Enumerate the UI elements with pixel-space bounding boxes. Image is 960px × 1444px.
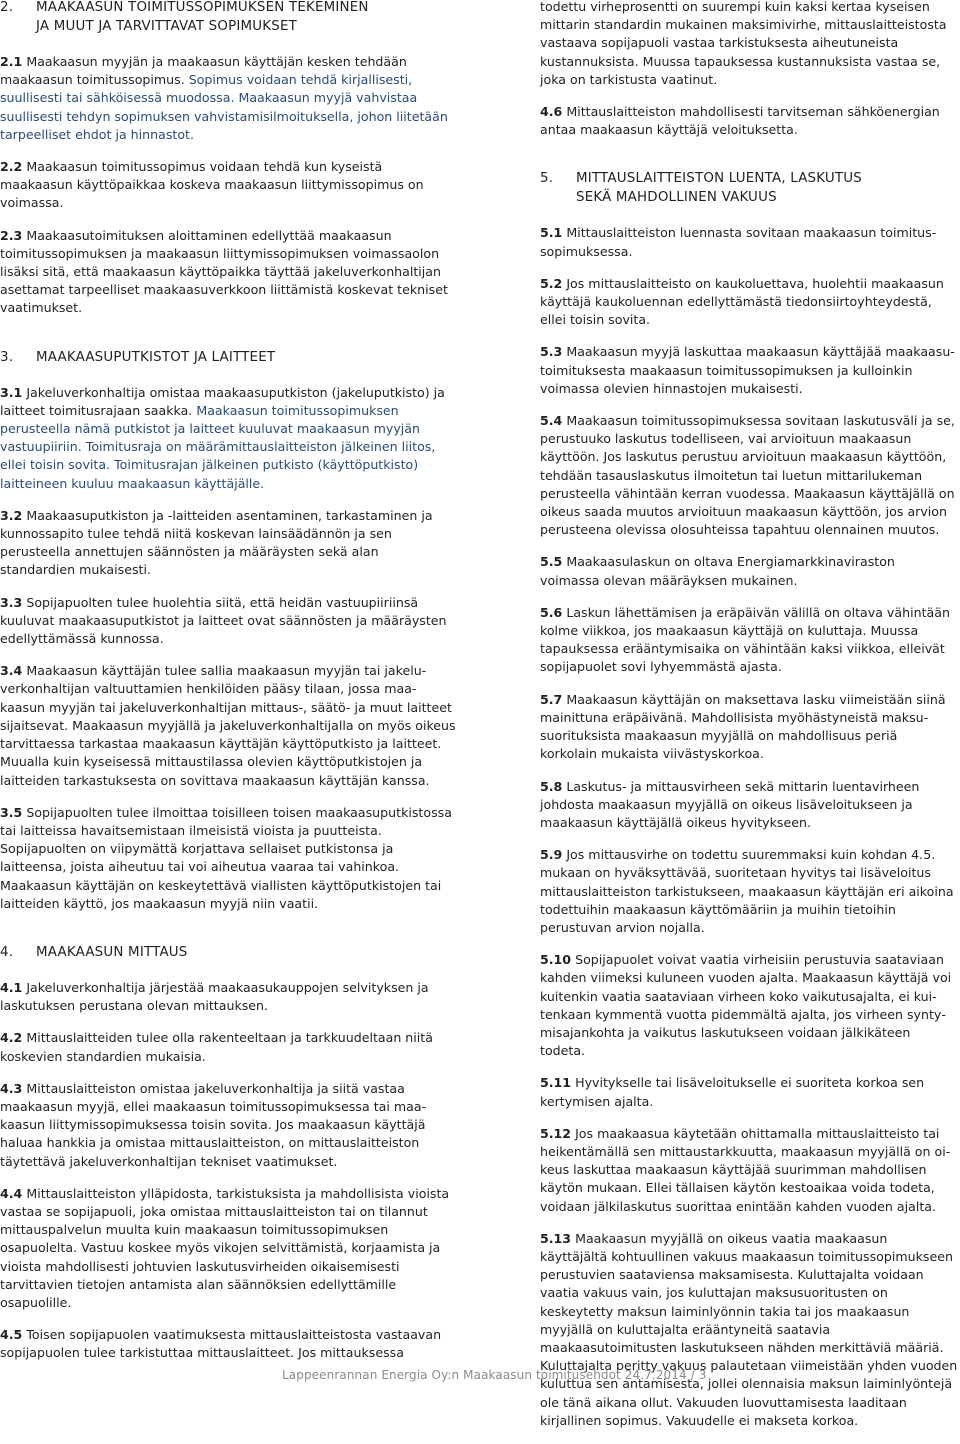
clause-number: 5.11 — [540, 1075, 572, 1091]
clause-number: 4.2 — [0, 1030, 23, 1046]
clause-number: 3.4 — [0, 663, 23, 679]
clause-paragraph — [0, 662, 456, 789]
clause-number: 3.2 — [0, 507, 23, 523]
clause-text: Maakaasun toimitussopimuksessa sovitaan laskutusväli ja se, perustuuko laskutus todelliseen, vai arvioituun maakaasun käyttöön. Jos laskutus perustuu arvioituun maakaasun käyttöön, tehdään tasauslaskutus ilmoitetun tai luetun mittarilukeman perusteella vähintään kerran vuodessa. Maakaasun käyttäjällä on oikeus saada muutos arvioituun maakaasun käyttöön, jos arvion perusteena olevissa olosuhteissa tapahtuu olennainen muutos. — [540, 413, 955, 538]
clause-text: Laskun lähettämisen ja eräpäivän välillä on oltava vähintään kolme viikkoa, jos maakaasun käyttäjä on kuluttaja. Muussa tapauksessa erääntymisaika on vähintään kaksi viikkoa, elleivät sopijapuolet sovi lyhyemmästä ajasta. — [540, 604, 950, 675]
clause-number: 3.5 — [0, 804, 23, 820]
clause-number: 3.3 — [0, 594, 23, 610]
section-heading — [540, 169, 958, 207]
clause-paragraph — [0, 979, 456, 1015]
clause-paragraph — [540, 951, 958, 1060]
clause-paragraph — [0, 804, 456, 913]
clause-number: 5.6 — [540, 604, 563, 620]
clause-paragraph — [0, 227, 456, 318]
section-heading — [0, 943, 456, 962]
clause-text: Mittauslaitteiston ylläpidosta, tarkistuksista ja mahdollisista vioista vastaa se sopijapuoli, joka omistaa mittauslaitteiston tai on tilannut mittauspalvelun muulta kuin maakaasun toimitussopimuksen osapuolelta. Vastuu koskee myös vikojen selvittämistä, korjaamista ja vioista mahdollisesti johtuvien laskutusvirheiden oikaisemisesti tarvittavien tietojen antamista alan säännöksien edellyttämille osapuolille. — [0, 1185, 450, 1310]
clause-text: Laskutus- ja mittausvirheen sekä mittarin luentavirheen johdosta maakaasun myyjällä on oikeus lisäveloitukseen ja maakaasun käyttäjällä oikeus hyvitykseen. — [540, 778, 920, 830]
clause-text-highlight: Sopimus voidaan tehdä kirjallisesti, suullisesti tai sähköisessä muodossa. Maakaasun myyjä vahvistaa suullisesti tehdyn sopimuksen vahvistamisilmoituksella, johon liitetään tarpeelliset ehdot ja hinnastot. — [0, 72, 448, 142]
clause-paragraph — [540, 604, 958, 677]
clause-paragraph — [540, 1230, 958, 1430]
clause-paragraph — [0, 594, 456, 649]
clause-paragraph — [540, 224, 958, 260]
clause-number: 3.1 — [0, 384, 23, 400]
clause-number: 5.4 — [540, 413, 563, 429]
clause-text: Maakaasun myyjä laskuttaa maakaasun käyttäjää maakaasutoimituksesta maakaasun toimitussopimuksen ja kulloinkin voimassa olevien hinnastojen mukaisesti. — [540, 344, 955, 396]
section-number: 2. — [0, 0, 14, 15]
clause-text: Jos maakaasua käytetään ohittamalla mittauslaitteisto tai heikentämällä sen mittaustarkkuutta, maakaasun myyjällä on oikeus laskuttaa maakaasun käyttäjää suurimman mahdollisen käytön mukaan. Ellei tällaisen käytön kestoaikaa voida todeta, voidaan jälkilaskutus suorittaa enintään kahden vuoden ajalta. — [540, 1125, 951, 1214]
clause-text: Sopijapuolet voivat vaatia virheisiin perustuvia saataviaan kahden viimeksi kuluneen vuoden ajalta. Maakaasun käyttäjä voi kuitenkin vaatia saataviaan virheen koko vaikutusajalta, ei kuitenkaan kymmentä vuotta pidemmältä ajalta, jos virheen syntymisajankohta ja vaikutus laskutukseen voidaan jälkikäteen todeta. — [540, 952, 952, 1059]
clause-paragraph — [540, 553, 958, 589]
clause-paragraph — [0, 53, 456, 144]
clause-text: Maakaasuputkiston ja -laitteiden asentaminen, tarkastaminen ja kunnossapito tulee tehdä niitä koskevan lainsäädännön ja sen perusteella annettujen säännösten ja määräysten sekä alan standardien mukaisesti. — [0, 507, 433, 578]
clause-paragraph — [540, 691, 958, 764]
right-column — [540, 0, 958, 1444]
section-title: MAAKAASUPUTKISTOT JA LAITTEET — [36, 349, 276, 365]
clause-text: Maakaasun käyttäjän tulee sallia maakaasun myyjän tai jakeluverkonhaltijan valtuuttamien henkilöiden pääsy tilaan, jossa maakaasun myyjän tai jakeluverkonhaltijan mittaus-, säätö- ja muut laitteet sijaitsevat. Maakaasun myyjällä ja jakeluverkonhaltijalla on myös oikeus tarvittaessa tarkastaa maakaasun käyttäjän käyttöputkisto ja laitteet. Muualla kuin kyseisessä mittaustilassa olevien käyttöputkistojen ja laitteiden tarkastuksesta on sovittava maakaasun käyttäjän kanssa. — [0, 663, 456, 788]
clause-text: Mittauslaitteiston luennasta sovitaan maakaasun toimitussopimuksessa. — [540, 225, 937, 259]
left-column — [0, 0, 456, 1377]
section-title: MAAKAASUN TOIMITUSSOPIMUKSEN TEKEMINEN JA MUUT JA TARVITTAVAT SOPIMUKSET — [36, 0, 369, 34]
section-number: 4. — [0, 944, 14, 960]
clause-text: Jos mittausvirhe on todettu suuremmaksi kuin kohdan 4.5. mukaan on hyväksyttävää, suoritetaan hyvitys tai lisäveloitus mittauslaitteiston tarkistukseen, maakaasun käyttäjän eri aikoina todettuihin maakaasun käyttömääriin ja muihin tietoihin perustuvan arvion nojalla. — [540, 847, 954, 935]
clause-text: Jakeluverkonhaltija omistaa maakaasuputkiston (jakeluputkisto) ja laitteet toimitusrajaan saakka. — [0, 384, 445, 418]
clause-number: 5.10 — [540, 952, 572, 968]
clause-text: Hyvitykselle tai lisäveloitukselle ei suoriteta korkoa sen kertymisen ajalta. — [540, 1075, 925, 1109]
clause-text: Maakaasun käyttäjän on maksettava lasku viimeistään siinä mainittuna eräpäivänä. Mahdollisista myöhästyneistä maksusuorituksista maakaasun myyjällä on mahdollisuus periä korkolain mukaista viivästyskorkoa. — [540, 691, 946, 762]
clause-paragraph — [540, 0, 958, 89]
clause-text: Mittauslaitteiden tulee olla rakenteeltaan ja tarkkuudeltaan niitä koskevien standardien mukaisia. — [0, 1030, 433, 1064]
section-title: MAAKAASUN MITTAUS — [36, 944, 188, 960]
clause-paragraph — [540, 343, 958, 398]
clause-number: 4.3 — [0, 1080, 23, 1096]
clause-text: Maakaasun myyjällä on oikeus vaatia maakaasun käyttäjältä kohtuullinen vakuus maakaasun toimitussopimukseen perustuvien saataviensa maksamisesta. Kuluttajalta voidaan vaatia vakuus vain, jos kuluttajan maksusuoritusten on keskeytetty maksun laiminlyönnin takia tai jos maakaasun myyjällä on kuluttajalta erääntyneitä saatavia maakaasutoimitusten laskutukseen nähden merkittäviä määriä. Kuluttajalta peritty vakuus palautetaan viimeistään yhden vuoden kuluttua sen antamisesta, jollei olennaisia maksun laiminlyöntejä ole tänä aikana ollut. Vakuuden luovuttamisesta laaditaan kirjallinen sopimus. Vakuudelle ei makseta korkoa. — [540, 1230, 958, 1428]
clause-paragraph — [0, 1080, 456, 1171]
clause-paragraph — [0, 507, 456, 580]
clause-paragraph — [0, 1326, 456, 1362]
clause-number: 5.5 — [540, 554, 563, 570]
clause-number: 5.9 — [540, 847, 563, 863]
clause-number: 4.5 — [0, 1327, 23, 1343]
clause-paragraph — [540, 1125, 958, 1216]
section-heading — [0, 348, 456, 367]
clause-number: 2.1 — [0, 54, 23, 69]
clause-text: Mittauslaitteiston omistaa jakeluverkonhaltija ja siitä vastaa maakaasun myyjä, ellei maakaasun toimitussopimuksessa tai maakaasun liittymissopimuksessa toisin sovita. Jos maakaasun käyttäjä haluaa hankkia ja omistaa mittauslaitteiston, on mittauslaitteiston täytettävä jakeluverkonhaltijan tekniset vaatimukset. — [0, 1080, 427, 1169]
clause-number: 4.6 — [540, 104, 563, 120]
clause-number: 5.2 — [540, 275, 563, 291]
clause-text: Jos mittauslaitteisto on kaukoluettava, huolehtii maakaasun käyttäjä kaukoluennan edellyttämästä tiedonsiirtoyhteydestä, ellei toisin sovita. — [540, 275, 944, 328]
clause-number: 4.4 — [0, 1185, 23, 1201]
clause-paragraph — [540, 103, 958, 139]
clause-paragraph — [0, 1029, 456, 1065]
section-heading — [0, 0, 456, 36]
section-title: MITTAUSLAITTEISTON LUENTA, LASKUTUS SEKÄ MAHDOLLINEN VAKUUS — [576, 171, 862, 206]
clause-number: 5.3 — [540, 344, 563, 360]
clause-text: Maakaasulaskun on oltava Energiamarkkinaviraston voimassa olevan määräyksen mukainen. — [540, 554, 895, 588]
section-number: 3. — [0, 349, 14, 365]
clause-text: Mittauslaitteiston mahdollisesti tarvitseman sähköenergian antaa maakaasun käyttäjä veloituksetta. — [540, 104, 940, 138]
page-footer: Lappeenrannan Energia Oy:n Maakaasun toimitusehdot 24.7.2014 / 3 — [282, 1368, 707, 1382]
clause-paragraph — [540, 1074, 958, 1110]
clause-text: Maakaasun myyjän ja maakaasun käyttäjän kesken tehdään maakaasun toimitussopimus. — [0, 54, 407, 88]
clause-number: 2.3 — [0, 227, 23, 243]
clause-text: Maakaasun toimitussopimus voidaan tehdä kun kyseistä maakaasun käyttöpaikkaa koskeva maakaasun liittymissopimus on voimassa. — [0, 159, 424, 211]
clause-text: Toisen sopijapuolen vaatimuksesta mittauslaitteistosta vastaavan sopijapuolen tulee tarkistuttaa mittauslaitteet. Jos mittauksessa — [0, 1327, 442, 1361]
clause-paragraph — [540, 778, 958, 833]
clause-number: 5.1 — [540, 225, 563, 241]
clause-number: 5.7 — [540, 691, 563, 707]
clause-number: 2.2 — [0, 159, 23, 175]
clause-number: 4.1 — [0, 979, 23, 995]
clause-text: Maakaasutoimituksen aloittaminen edellyttää maakaasun toimitussopimuksen ja maakaasun liittymissopimuksen voimassaolon lisäksi sitä, että maakaasun käyttöpaikka täyttää jakeluverkonhaltijan asettamat tarpeelliset maakaasuverkkoon liittämistä koskevat tekniset vaatimukset. — [0, 227, 448, 316]
clause-text: Jakeluverkonhaltija järjestää maakaasukauppojen selvityksen ja laskutuksen perustana olevan mittauksen. — [0, 979, 429, 1014]
clause-paragraph — [0, 384, 456, 493]
clause-number: 5.13 — [540, 1230, 572, 1246]
clause-paragraph — [0, 1185, 456, 1312]
clause-text-highlight: Maakaasun toimitussopimuksen perusteella nämä putkistot ja laitteet kuuluvat maakaasun myyjän vastuupiiriin. Toimitusraja on määrämittauslaitteiston jälkeinen liitos, ellei toisin sovita. Toimitusrajan jälkeinen putkisto (käyttöputkisto) laitteineen kuuluu maakaasun käyttäjälle. — [0, 402, 436, 491]
clause-paragraph — [0, 158, 456, 213]
clause-paragraph — [540, 275, 958, 330]
clause-text: Sopijapuolten tulee ilmoittaa toisilleen toisen maakaasuputkistossa tai laitteissa havaitsemistaan ilmeisistä vioista ja puutteista. Sopijapuolten on viipymättä korjattava sellaiset putkistonsa ja laitteensa, joista aiheutuu tai voi aiheutua vaaraa tai vahinkoa. Maakaasun käyttäjän on keskeytettävä viallisten käyttöputkistojen tai laitteiden käyttö, jos maakaasun myyjä niin vaatii. — [0, 804, 452, 911]
section-number: 5. — [540, 171, 554, 187]
clause-number: 5.8 — [540, 778, 563, 794]
clause-text: Sopijapuolten tulee huolehtia siitä, että heidän vastuupiiriinsä kuuluvat maakaasuputkistot ja laitteet ovat säännösten ja määräysten edellyttämässä kunnossa. — [0, 594, 447, 647]
clause-paragraph — [540, 412, 958, 539]
clause-number: 5.12 — [540, 1125, 572, 1141]
clause-text: todettu virheprosentti on suurempi kuin kaksi kertaa kyseisen mittarin standardin mukainen maksimivirhe, mittauslaitteistosta vastaava sopijapuoli vastaa tarkistuksesta aiheutuneista kustannuksista. Muussa tapauksessa kustannuksista vastaa se, joka on tarkistusta vaatinut. — [540, 0, 947, 87]
clause-paragraph — [540, 846, 958, 937]
